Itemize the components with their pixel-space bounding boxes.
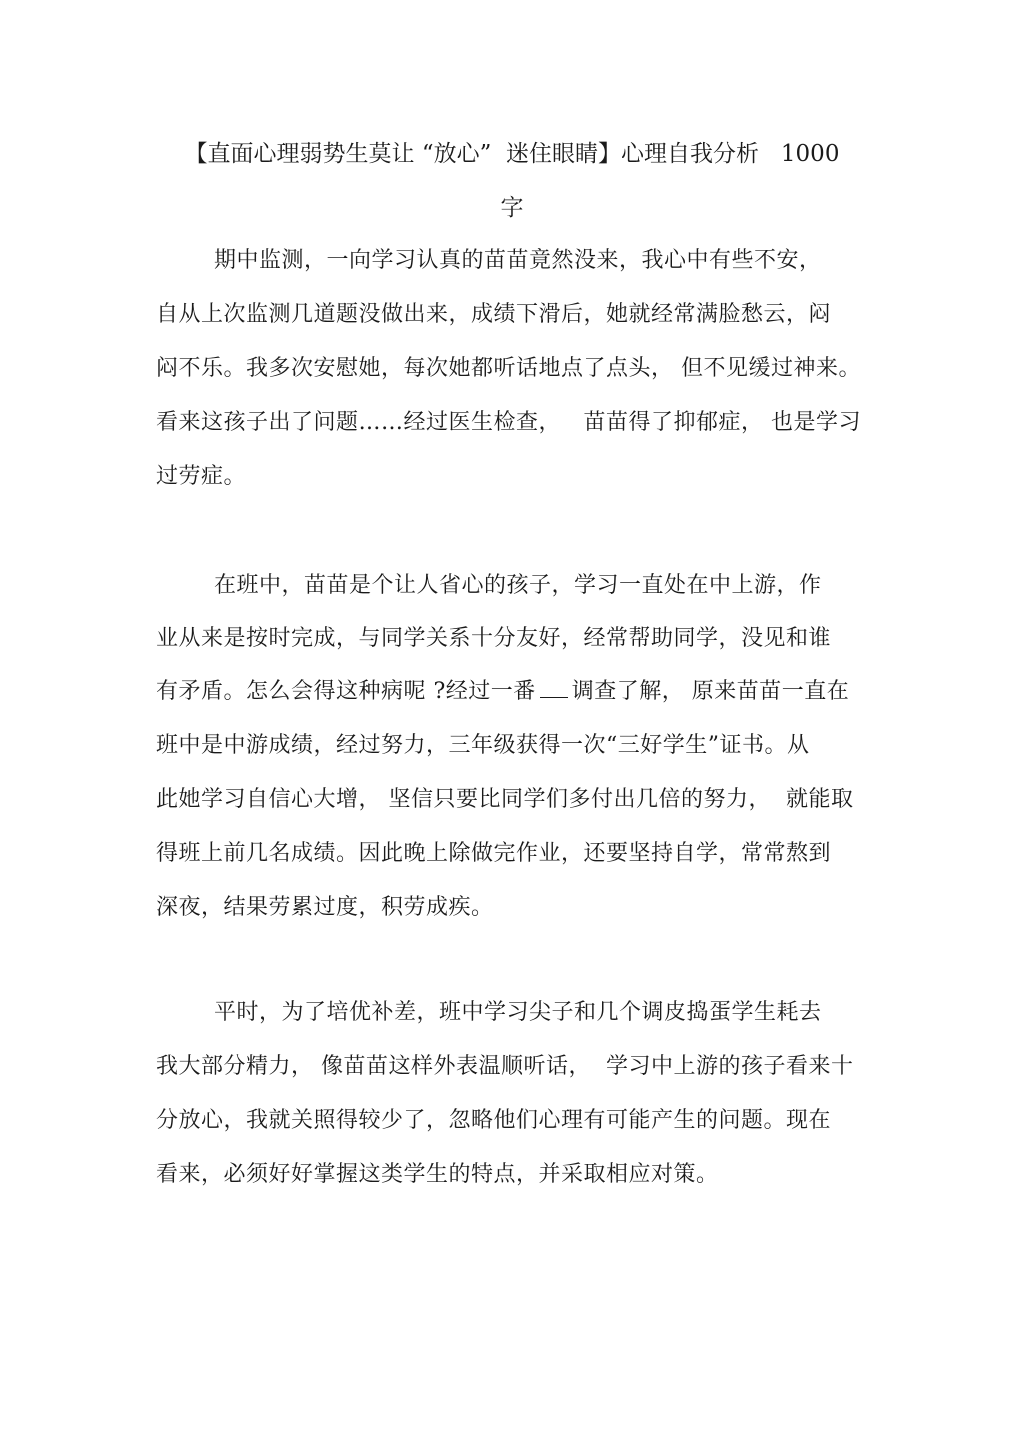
paragraph-line: 业从来是按时完成，与同学关系十分友好，经常帮助同学，没见和谁: [156, 626, 832, 651]
paragraph-line: 看来这孩子出了问题……经过医生检查， 苗苗得了抑郁症， 也是学习: [156, 410, 861, 435]
paragraph-line: 班中是中游成绩，经过努力，三年级获得一次“三好学生”证书。从: [156, 733, 810, 758]
paragraph-line: 期中监测，一向学习认真的苗苗竟然没来，我心中有些不安，: [214, 248, 822, 273]
paragraph-line: 此她学习自信心大增， 坚信只要比同学们多付出几倍的努力， 就能取: [156, 787, 854, 812]
paragraph-line: 闷不乐。我多次安慰她，每次她都听话地点了点头， 但不见缓过神来。: [156, 356, 861, 381]
document-title-continuation: 字: [500, 195, 524, 221]
paragraph-line: 过劳症。: [156, 464, 247, 489]
paragraph-line: 平时，为了培优补差，班中学习尖子和几个调皮捣蛋学生耗去: [214, 1000, 822, 1025]
paragraph-line: 分放心，我就关照得较少了，忽略他们心理有可能产生的问题。现在: [156, 1108, 832, 1133]
paragraph-line: 在班中，苗苗是个让人省心的孩子，学习一直处在中上游，作: [214, 573, 822, 598]
paragraph-line: [156, 677, 849, 707]
paragraph-line: 深夜，结果劳累过度，积劳成疾。: [156, 895, 494, 920]
paragraph-line: 我大部分精力， 像苗苗这样外表温顺听话， 学习中上游的孩子看来十: [156, 1054, 854, 1079]
document-title: 【直面心理弱势生莫让 “放心” 迷住眼睛】心理自我分析 1000: [184, 141, 840, 167]
line-segment: 调查了解， 原来苗苗一直在: [571, 679, 850, 704]
line-segment: 有矛盾。怎么会得这种病呢 ?经过一番: [156, 679, 536, 704]
paragraph-line: 自从上次监测几道题没做出来，成绩下滑后，她就经常满脸愁云，闷: [156, 302, 832, 327]
paragraph-line: 得班上前几名成绩。因此晚上除做完作业，还要坚持自学，常常熬到: [156, 841, 832, 866]
fill-in-blank: [540, 677, 568, 698]
paragraph-line: 看来，必须好好掌握这类学生的特点，并采取相应对策。: [156, 1162, 719, 1187]
